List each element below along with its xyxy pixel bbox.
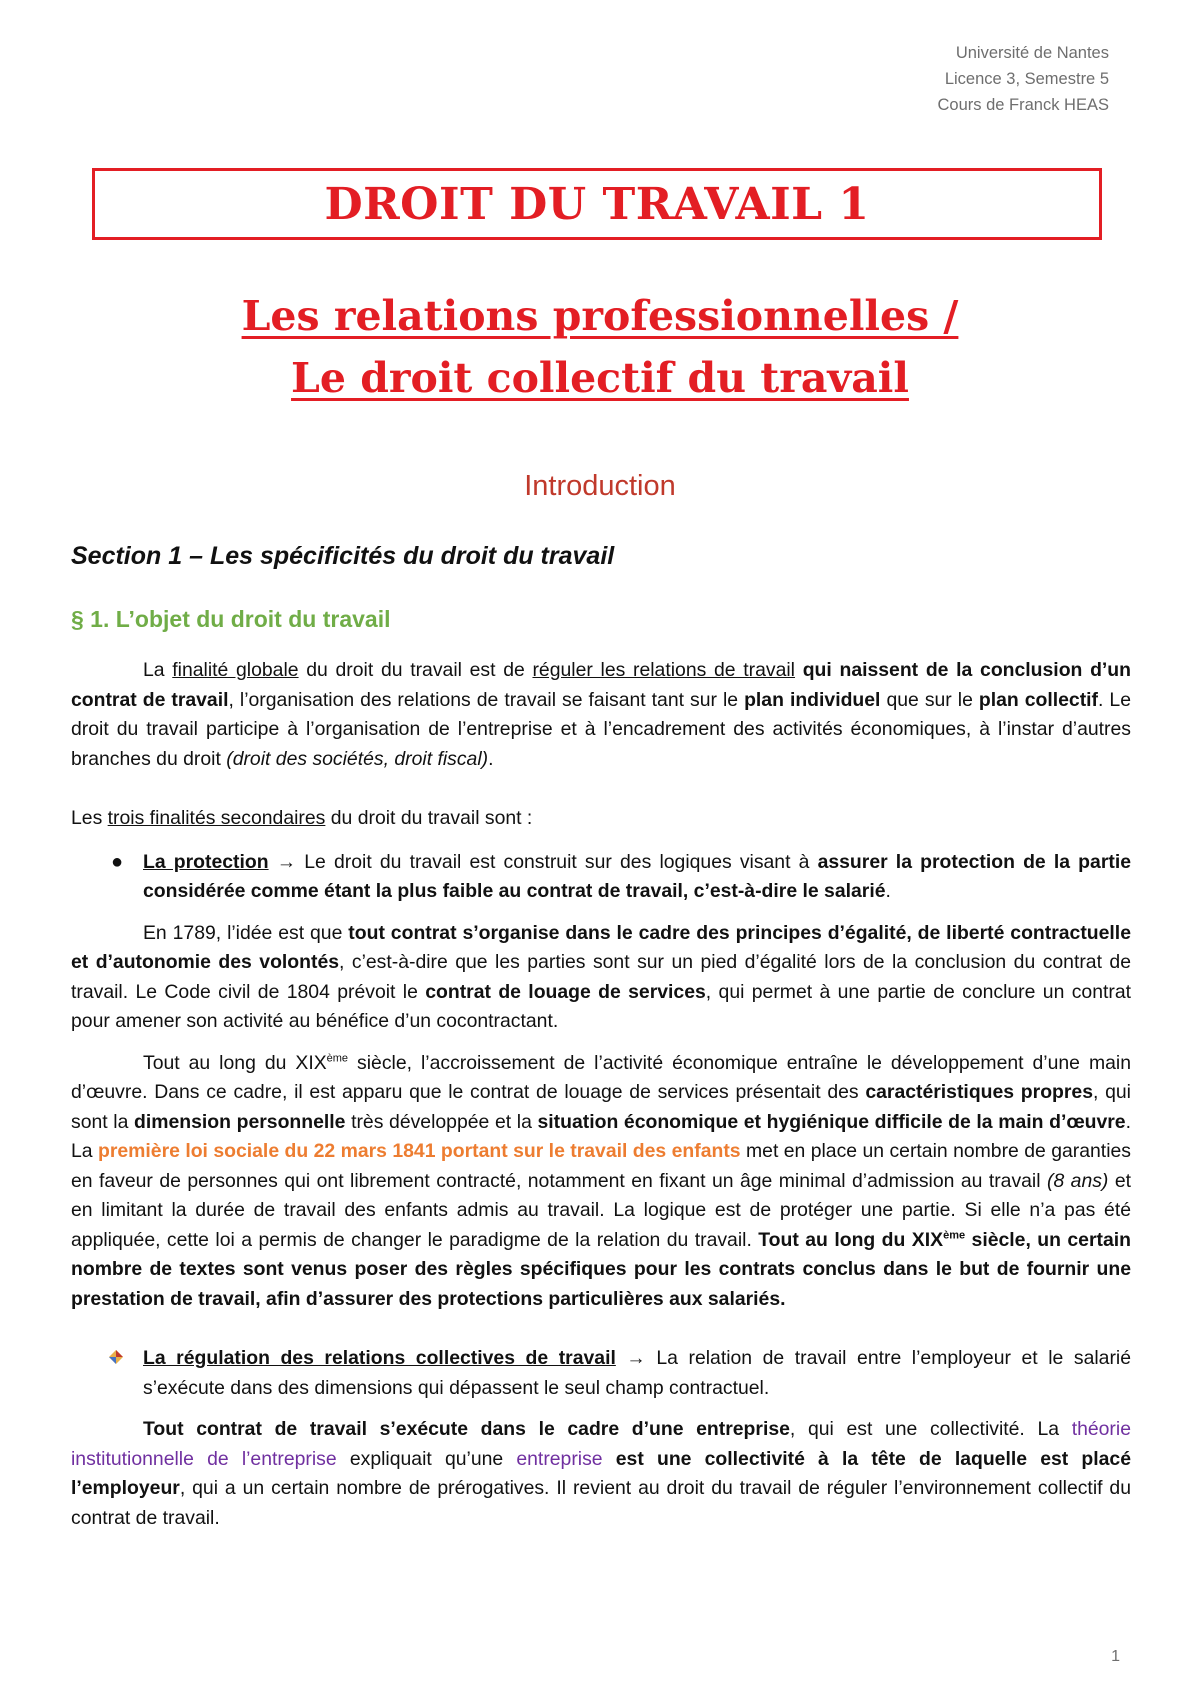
text-run: Les xyxy=(71,807,108,829)
text-run: (droit des sociétés, droit fiscal) xyxy=(226,747,489,770)
text-run: En 1789, l’idée est que xyxy=(143,921,349,944)
text-run: . xyxy=(488,747,494,770)
paragraph-finalites-secondaires xyxy=(71,804,1131,834)
text-run: , l’organisation des relations de travail se faisant tant sur le xyxy=(228,688,745,711)
course-level: Licence 3, Semestre 5 xyxy=(944,70,1109,88)
text-run: et en limitant la durée de travail des enfants admis au travail. La logique est de protéger une partie. Si elle n’a pas été appliquée, cette loi a permis de changer le paradigme de la relation du travail. xyxy=(71,1169,1131,1251)
introduction-heading: Introduction xyxy=(524,470,676,502)
text-run: , qui est une collectivité. La xyxy=(789,1418,1072,1440)
text-run: qui naissent de la conclusion d’un contrat de travail xyxy=(71,659,1131,711)
text-run: première loi sociale du 22 mars 1841 portant sur le travail des enfants xyxy=(97,1140,741,1162)
text-run: Tout au long du XIX xyxy=(758,1228,944,1251)
text-run: du droit du travail sont : xyxy=(325,807,533,829)
text-run: plan collectif xyxy=(978,688,1099,711)
text-run: (8 ans) xyxy=(1046,1169,1109,1192)
text-run: , qui a un certain nombre de prérogatives. Il revient au droit du travail de réguler l’environnement collectif du contrat de travail. xyxy=(71,1477,1131,1529)
course-teacher: Cours de Franck HEAS xyxy=(937,96,1109,114)
text-run: . xyxy=(885,880,891,902)
diamond-bullet-icon xyxy=(109,1350,123,1364)
paragraph-xix-siecle xyxy=(71,1049,1131,1315)
text-run: La xyxy=(143,659,173,681)
text-run: dimension personnelle xyxy=(134,1110,346,1133)
document-body xyxy=(71,656,1131,1533)
title-box xyxy=(92,168,1102,240)
text-run: → Le droit du travail est construit sur des logiques visant à xyxy=(268,850,818,873)
text-run: La régulation des relations collectives de travail xyxy=(143,1347,616,1369)
subtitle-line-2: Le droit collectif du travail xyxy=(291,354,909,402)
text-run: réguler les relations de travail xyxy=(532,659,795,681)
bullet-regulation-collective xyxy=(71,1344,1131,1403)
paragraph-title: § 1. L’objet du droit du travail xyxy=(71,606,391,632)
text-run: siècle, l’accroissement de l’activité économique entraîne le développement d’une main d’œuvre. Dans ce cadre, il est apparu que le contrat de louage de services présentait des xyxy=(71,1051,1131,1103)
text-run: tout contrat s’organise dans le cadre des principes d’égalité, de liberté contractuelle et d’autonomie des volontés xyxy=(71,921,1131,973)
paragraph-1789 xyxy=(71,919,1131,1037)
text-run: , qui permet à une partie de conclure un contrat pour amener son activité au bénéfice d’un cocontractant. xyxy=(71,980,1131,1032)
text-run: , qui sont la xyxy=(71,1081,1131,1133)
bullet-dot-icon: ● xyxy=(111,850,124,873)
document-subtitle xyxy=(0,285,1200,409)
text-run: expliquait qu’une xyxy=(336,1447,517,1470)
text-run: La protection xyxy=(143,850,269,873)
text-run: → La relation de travail entre l’employeur et le salarié s’exécute dans des dimensions qui dépassent le seul champ contractuel. xyxy=(143,1347,1131,1399)
text-run: contrat de louage de services xyxy=(425,980,706,1003)
text-run: Tout contrat de travail s’exécute dans le cadre d’une entreprise xyxy=(143,1418,790,1440)
text-run: très développée et la xyxy=(345,1110,538,1133)
text-run: siècle, un certain nombre de textes sont venus poser des règles spécifiques pour les contrats conclus dans le but de fournir une prestation de travail, afin d’assurer des protections particulières aux salariés. xyxy=(71,1228,1131,1310)
university-name: Université de Nantes xyxy=(955,44,1109,62)
text-run: théorie institutionnelle de l’entreprise xyxy=(71,1418,1131,1470)
text-run: finalité globale xyxy=(172,659,299,681)
bullet-protection xyxy=(71,848,1131,907)
page-number: 1 xyxy=(1111,1648,1120,1665)
superscript: ème xyxy=(943,1229,966,1242)
text-run: du droit du travail est de xyxy=(298,659,533,681)
text-run: trois finalités secondaires xyxy=(107,807,326,829)
text-run: assurer la protection de la partie considérée comme étant la plus faible au contrat de travail, c’est-à-dire le salarié xyxy=(143,850,1131,902)
section-title: Section 1 – Les spécificités du droit du travail xyxy=(71,542,615,570)
subtitle-line-1: Les relations professionnelles / xyxy=(241,292,959,340)
text-run: Tout au long du XIX xyxy=(143,1051,327,1074)
text-run: situation économique et hygiénique difficile de la main d’œuvre xyxy=(537,1110,1126,1133)
document-title: DROIT DU TRAVAIL 1 xyxy=(324,178,870,230)
course-header xyxy=(938,40,1109,118)
text-run: plan individuel xyxy=(744,688,881,711)
text-run: caractéristiques propres xyxy=(865,1081,1093,1103)
text-run: est une collectivité à la tête de laquelle est placé l’employeur xyxy=(71,1447,1131,1499)
text-run: . Le droit du travail participe à l’organisation de l’entreprise et à l’encadrement des activités économiques, à l’instar d’autres branches du droit xyxy=(71,688,1131,770)
text-run: met en place un certain nombre de garanties en faveur de personnes qui ont librement contracté, notamment en fixant un âge minimal d’admission au travail xyxy=(71,1140,1131,1192)
paragraph-finalite-globale xyxy=(71,656,1131,774)
text-run: entreprise xyxy=(516,1447,603,1470)
text-run: , c’est-à-dire que les parties sont sur un pied d’égalité lors de la conclusion du contrat de travail. Le Code civil de 1804 prévoit le xyxy=(71,951,1131,1003)
superscript: ème xyxy=(326,1052,349,1065)
paragraph-theorie-institutionnelle xyxy=(71,1415,1131,1533)
text-run: . La xyxy=(71,1110,1131,1162)
text-run: que sur le xyxy=(880,688,979,711)
